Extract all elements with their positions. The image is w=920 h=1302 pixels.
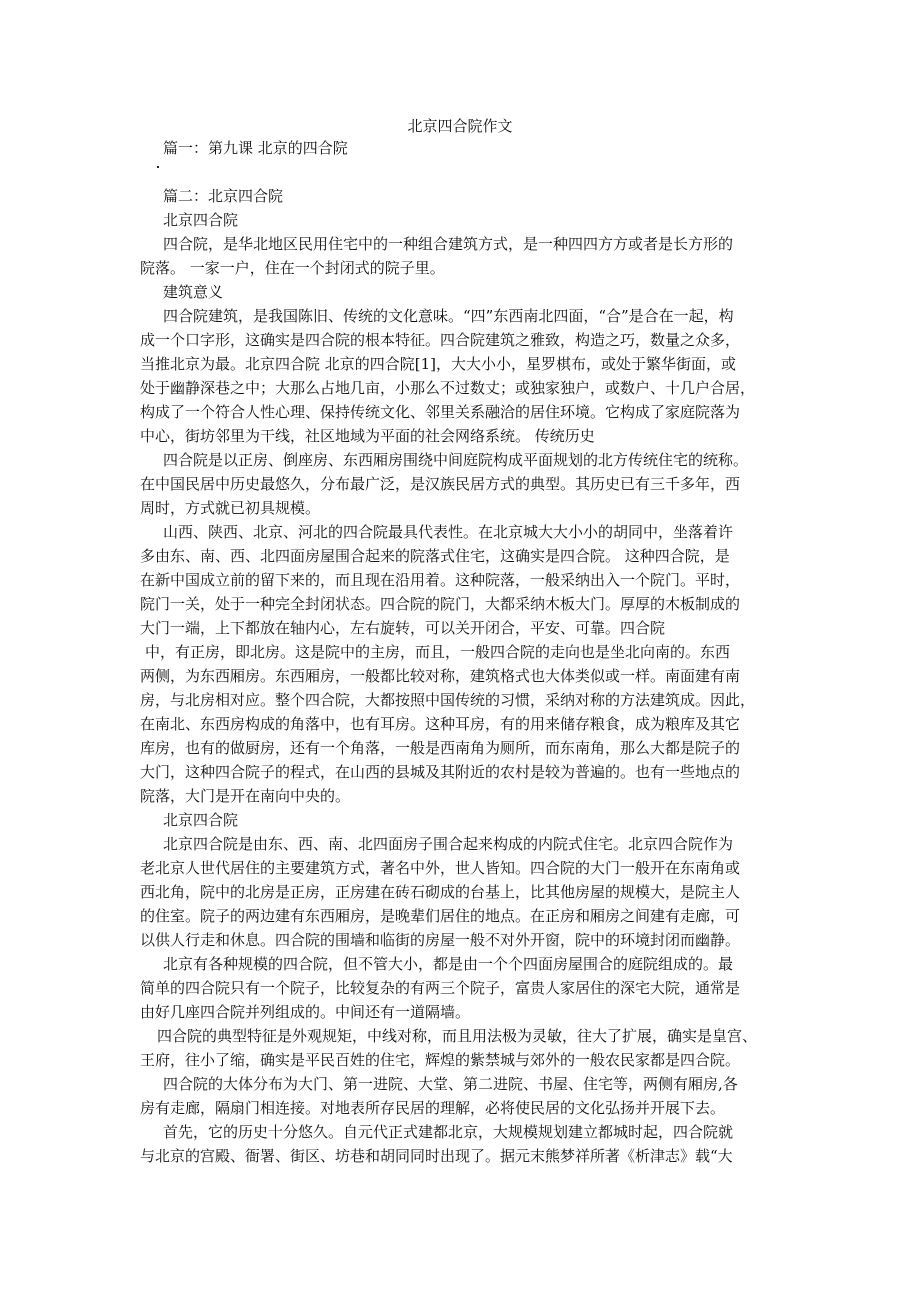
paragraph-line: 以供人行走和休息。四合院的围墙和临街的房屋一般不对外开窗，院中的环境封闭而幽静。: [140, 931, 741, 949]
paragraph-line: 由好几座四合院并列组成的。中间还有一道隔墙。: [140, 1003, 471, 1021]
paragraph-line: 简单的四合院只有一个院子，比较复杂的有两三个院子，富贵人家居住的深宅大院，通常是: [140, 979, 741, 997]
section-heading: 北京四合院: [163, 811, 239, 829]
paragraph-line: 首先，它的历史十分悠久。自元代正式建都北京，大规模规划建立都城时起，四合院就: [163, 1123, 734, 1141]
paragraph-line: 房有走廊，隔扇门相连接。对地表所存民居的理解，必将使民居的文化弘扬并开展下去。: [140, 1099, 726, 1117]
paragraph-line: 北京四合院是由东、西、南、北四面房子围合起来构成的内院式住宅。北京四合院作为: [163, 835, 734, 853]
paragraph-line: 两侧，为东西厢房。东西厢房，一般都比较对称，建筑格式也大体类似或一样。南面建有南: [140, 667, 741, 685]
paragraph-line: 王府，往小了缩，确实是平民百姓的住宅，辉煌的紫禁城与郊外的一般农民家都是四合院。: [140, 1051, 741, 1069]
paragraph-line: 的住室。院子的两边建有东西厢房，是晚辈们居住的地点。在正房和厢房之间建有走廊，可: [140, 907, 741, 925]
paragraph-line: 处于幽静深巷之中；大那么占地几亩，小那么不过数丈；或独家独户，或数户、十几户合居，: [140, 379, 756, 397]
paragraph-line: 院落。 一家一户，住在一个封闭式的院子里。: [140, 259, 445, 277]
paragraph-line: 院落，大门是开在南向中央的。: [140, 787, 351, 805]
section-heading: 北京四合院: [163, 211, 239, 229]
paragraph-line: 西北角，院中的北房是正房，正房建在砖石砌成的台基上，比其他房屋的规模大，是院主人: [140, 883, 741, 901]
stray-dot: [157, 166, 159, 168]
paragraph-line: 四合院是以正房、倒座房、东西厢房围绕中间庭院构成平面规划的北方传统住宅的统称。: [163, 451, 749, 469]
paragraph-line: 大门，这种四合院子的程式，在山西的县城及其附近的农村是较为普遍的。也有一些地点的: [140, 763, 741, 781]
paragraph-line: 中，有正房，即北房。这是院中的主房，而且，一般四合院的走向也是坐北向南的。东西: [145, 643, 731, 661]
paragraph-line: 库房，也有的做厨房，还有一个角落，一般是西南角为厕所，而东南角，那么大都是院子的: [140, 739, 741, 757]
paragraph-line: 在中国民居中历史最悠久，分布最广泛，是汉族民居方式的典型。其历史已有三千多年，西: [140, 475, 741, 493]
paragraph-line: 构成了一个符合人性心理、保持传统文化、邻里关系融洽的居住环境。它构成了家庭院落为: [140, 403, 741, 421]
paragraph-line: 周时，方式就已初具规模。: [140, 499, 321, 517]
paragraph-line: 四合院的大体分布为大门、第一进院、大堂、第二进院、书屋、住宅等，两侧有厢房,各: [163, 1075, 738, 1093]
paragraph-line: 山西、陕西、北京、河北的四合院最具代表性。在北京城大大小小的胡同中，坐落着许: [163, 523, 734, 541]
paragraph-line: 四合院的典型特征是外观规矩，中线对称，而且用法极为灵敏，往大了扩展，确实是皇宫、: [157, 1027, 758, 1045]
paragraph-line: 中心，街坊邻里为干线，社区地域为平面的社会网络系统。 传统历史: [140, 427, 595, 445]
paragraph-line: 房，与北房相对应。整个四合院，大都按照中国传统的习惯，采纳对称的方法建筑成。因此，: [140, 691, 756, 709]
document-title: 北京四合院作文: [407, 117, 513, 135]
section-heading: 建筑意义: [163, 283, 224, 301]
paragraph-line: 在南北、东西房构成的角落中，也有耳房。这种耳房，有的用来储存粮食，成为粮库及其它: [140, 715, 741, 733]
paragraph-line: 在新中国成立前的留下来的，而且现在沿用着。这种院落，一般采纳出入一个院门。平时，: [140, 571, 741, 589]
paragraph-line: 北京有各种规模的四合院，但不管大小，都是由一个个四面房屋围合的庭院组成的。最: [163, 955, 734, 973]
paragraph-line: 成一个口字形，这确实是四合院的根本特征。四合院建筑之雅致，构造之巧，数量之众多，: [140, 331, 741, 349]
paragraph-line: 四合院建筑，是我国陈旧、传统的文化意味。“四”东西南北四面，“合”是合在一起，构: [163, 307, 734, 325]
chapter-heading: 篇二：北京四合院: [163, 187, 284, 205]
chapter-heading: 篇一：第九课 北京的四合院: [163, 139, 348, 157]
paragraph-line: 四合院，是华北地区民用住宅中的一种组合建筑方式，是一种四四方方或者是长方形的: [163, 235, 734, 253]
paragraph-line: 与北京的宫殿、衙署、街区、坊巷和胡同同时出现了。据元末熊梦祥所著《析津志》载“大: [140, 1147, 733, 1165]
paragraph-line: 多由东、南、西、北四面房屋围合起来的院落式住宅，这确实是四合院。 这种四合院，是: [140, 547, 730, 565]
paragraph-line: 大门一端，上下都放在轴内心，左右旋转，可以关开闭合，平安、可靠。四合院: [140, 619, 666, 637]
paragraph-line: 老北京人世代居住的主要建筑方式，著名中外，世人皆知。四合院的大门一般开在东南角或: [140, 859, 741, 877]
paragraph-line: 当推北京为最。北京四合院 北京的四合院[1]，大大小小，星罗棋布，或处于繁华街面，或: [140, 355, 737, 373]
paragraph-line: 院门一关，处于一种完全封闭状态。四合院的院门，大都采纳木板大门。厚厚的木板制成的: [140, 595, 741, 613]
